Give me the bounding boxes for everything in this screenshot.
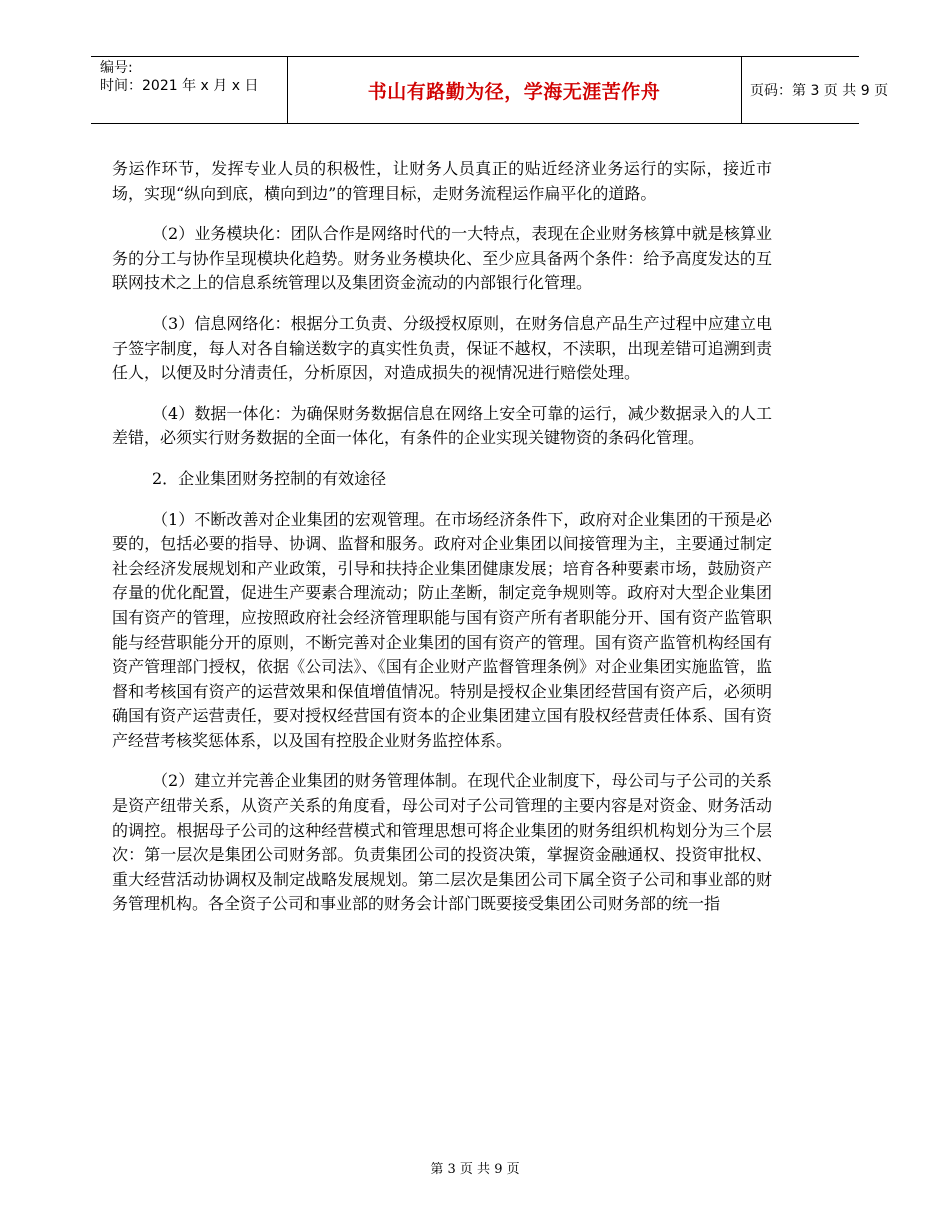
paragraph-macro-management: （1）不断改善对企业集团的宏观管理。在市场经济条件下，政府对企业集团的干预是必要的，包括必要的指导、协调、监督和服务。政府对企业集团以间接管理为主，主要通过制定社会经济发展规划和产业政策，引导和扶持企业集团健康发展；培育各种要素市场，鼓励资产存量的优化配置，促进生产要素合理流动；防止垄断，制定竞争规则等。政府对大型企业集团国有资产的管理，应按照政府社会经济管理职能与国有资产所有者职能分开、国有资产监管职能与经营职能分开的原则，不断完善对企业集团的国有资产的管理。国有资产监管机构经国有资产管理部门授权，依据《公司法》、《国有企业财产监督管理条例》对企业集团实施监管，监督和考核国有资产的运营效果和保值增值情况。特别是授权企业集团经营国有资产后，必须明确国有资产运营责任，要对授权经营国有资本的企业集团建立国有股权经营责任体系、国有资产经营考核奖惩体系，以及国有控股企业财务监控体系。 <box>112 509 772 750</box>
paragraph-financial-system: （2）建立并完善企业集团的财务管理体制。在现代企业制度下，母公司与子公司的关系是资产纽带关系，从资产关系的角度看，母公司对子公司管理的主要内容是对资金、财务活动的调控。根据母子公司的这种经营模式和管理思想可将企业集团的财务组织机构划分为三个层次：第一层次是集团公司财务部。负责集团公司的投资决策，掌握资金融通权、投资审批权、重大经营活动协调权及制定战略发展规划。第二层次是集团公司下属全资子公司和事业部的财务管理机构。各全资子公司和事业部的财务会计部门既要接受集团公司财务部的统一指 <box>112 771 772 914</box>
paragraph-continuation: 务运作环节，发挥专业人员的积极性，让财务人员真正的贴近经济业务运行的实际，接近市场，实现“纵向到底，横向到边”的管理目标，走财务流程运作扁平化的道路。 <box>112 159 772 203</box>
paragraph-data-integration: （4）数据一体化：为确保财务数据信息在网络上安全可靠的运行，减少数据录入的人工差错，必须实行财务数据的全面一体化，有条件的企业实现关键物资的条码化管理。 <box>112 403 772 448</box>
document-time-label: 时间：2021 年 x 月 x 日 <box>100 78 259 94</box>
paragraph-information-networking: （3）信息网络化：根据分工负责、分级授权原则，在财务信息产品生产过程中应建立电子签字制度，每人对各自输送数字的真实性负责，保证不越权，不渎职，出现差错可追溯到责任人，以便及时分清责任，分析原因，对造成损失的视情况进行赔偿处理。 <box>112 313 772 383</box>
document-body <box>112 157 772 933</box>
paragraph-business-modularization: （2）业务模块化：团队合作是网络时代的一大特点，表现在企业财务核算中就是核算业务的分工与协作呈现模块化趋势。财务业务模块化、至少应具备两个条件：给予高度发达的互联网技术之上的信息系统管理以及集团资金流动的内部银行化管理。 <box>112 224 772 293</box>
header-motto-cell <box>287 57 742 123</box>
header-meta-cell <box>91 57 288 123</box>
header-motto: 书山有路勤为径，学海无涯苦作舟 <box>367 80 661 103</box>
page-footer: 第 3 页 共 9 页 <box>430 1162 520 1177</box>
page-header <box>91 56 889 124</box>
header-page-code: 页码：第 3 页 共 9 页 <box>750 83 889 99</box>
document-number-label: 编号: <box>100 60 133 76</box>
header-pagecode-cell <box>742 57 889 123</box>
section-heading: 2．企业集团财务控制的有效途径 <box>152 468 387 488</box>
